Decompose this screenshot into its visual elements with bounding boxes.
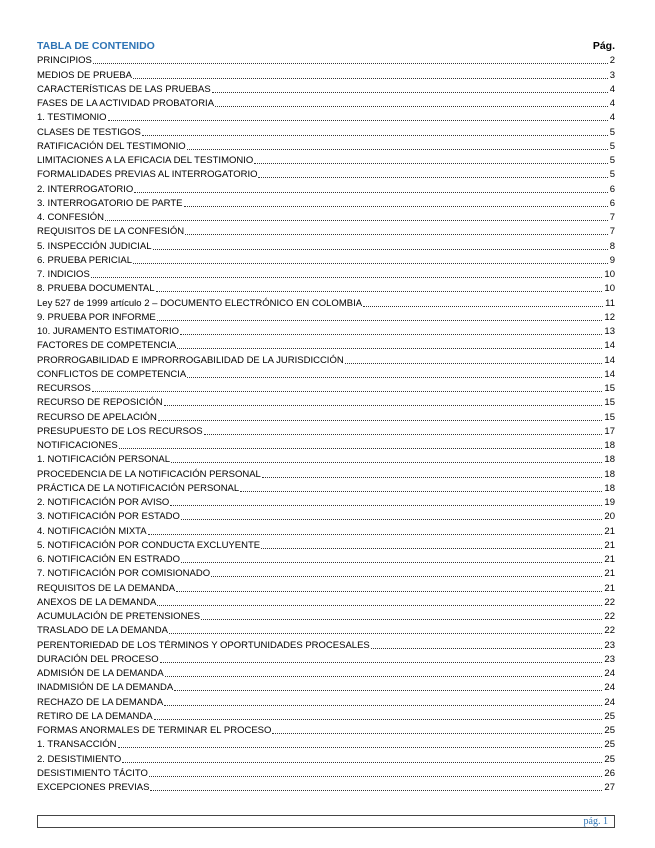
toc-entry[interactable] [37, 751, 615, 765]
toc-entry-page: 12 [604, 311, 615, 323]
toc-entry[interactable] [37, 709, 615, 723]
toc-entry-page: 6 [609, 197, 615, 209]
dot-leader [154, 719, 603, 720]
dot-leader [176, 591, 602, 592]
dot-leader [165, 676, 603, 677]
toc-entry-label: 7. NOTIFICACIÓN POR COMISIONADO [37, 568, 211, 580]
toc-entry[interactable] [37, 723, 615, 737]
toc-entry-label: FORMALIDADES PREVIAS AL INTERROGATORIO [37, 169, 258, 181]
toc-entry-label: 4. CONFESIÓN [37, 212, 105, 223]
toc-entry-page: 2 [609, 55, 615, 67]
toc-entry[interactable] [37, 281, 615, 295]
toc-entry-page: 15 [604, 383, 615, 394]
toc-entry[interactable] [37, 238, 615, 252]
dot-leader [181, 519, 603, 520]
toc-entry-label: 1. NOTIFICACIÓN PERSONAL [37, 454, 171, 466]
toc-entry-label: MEDIOS DE PRUEBA [37, 69, 133, 81]
toc-entry[interactable] [37, 167, 615, 181]
toc-entry[interactable] [37, 352, 615, 366]
toc-entry-label: PRESUPUESTO DE LOS RECURSOS [37, 425, 203, 437]
dot-leader [170, 505, 602, 506]
dot-leader [174, 690, 602, 691]
toc-entry-page: 8 [609, 240, 615, 252]
toc-entry-page: 22 [604, 596, 615, 608]
toc-entry[interactable] [37, 310, 615, 324]
toc-entry-page: 22 [604, 625, 615, 637]
toc-entry-page: 14 [604, 340, 615, 352]
toc-header [37, 39, 615, 53]
toc-entry-label: 1. TRANSACCIÓN [37, 739, 117, 751]
toc-entry[interactable] [37, 766, 615, 780]
dot-leader [156, 291, 603, 292]
toc-entry-label: CONFLICTOS DE COMPETENCIA [37, 368, 187, 380]
dot-leader [105, 220, 608, 221]
toc-entry-label: 4. NOTIFICACIÓN MIXTA [37, 525, 147, 537]
dot-leader [171, 462, 602, 463]
dot-leader [371, 648, 603, 649]
toc-entry-page: 23 [604, 653, 615, 665]
toc-entry-label: RECURSO DE REPOSICIÓN [37, 397, 163, 409]
toc-entry[interactable] [37, 637, 615, 651]
toc-entry-label: PERENTORIEDAD DE LOS TÉRMINOS Y OPORTUNIDADES PROCESALES [37, 639, 370, 651]
dot-leader [142, 135, 608, 136]
toc-entry-label: 5. INSPECCIÓN JUDICIAL [37, 240, 152, 252]
dot-leader [201, 619, 602, 620]
toc-entry[interactable] [37, 338, 615, 352]
toc-entry-page: 21 [604, 525, 615, 537]
dot-leader [122, 762, 602, 763]
dot-leader [133, 78, 608, 79]
toc-entry[interactable] [37, 481, 615, 495]
toc-entry[interactable] [37, 153, 615, 167]
toc-entry-page: 25 [604, 710, 615, 722]
toc-entry[interactable] [37, 224, 615, 238]
toc-entry-label: CLASES DE TESTIGOS [37, 126, 141, 138]
toc-entry-label: 3. NOTIFICACIÓN POR ESTADO [37, 511, 180, 523]
toc-entry[interactable] [37, 210, 615, 224]
page-number: pág. 1 [583, 816, 608, 827]
toc-entry-page: 15 [604, 397, 615, 409]
toc-entry[interactable] [37, 737, 615, 751]
toc-entry[interactable] [37, 367, 615, 381]
dot-leader [118, 747, 603, 748]
toc-entry-label: 9. PRUEBA POR INFORME [37, 311, 156, 323]
toc-entry[interactable] [37, 652, 615, 666]
toc-entry-page: 5 [609, 169, 615, 181]
toc-entry[interactable] [37, 395, 615, 409]
dot-leader [215, 106, 608, 107]
dot-leader [134, 192, 607, 193]
toc-entry-page: 5 [609, 126, 615, 138]
toc-entry[interactable] [37, 409, 615, 423]
toc-entry[interactable] [37, 580, 615, 594]
dot-leader [169, 633, 603, 634]
dot-leader [211, 576, 602, 577]
toc-entry-label: 7. INDICIOS [37, 269, 90, 280]
toc-entry[interactable] [37, 267, 615, 281]
toc-entry-page: 25 [604, 753, 615, 765]
toc-entry[interactable] [37, 96, 615, 110]
toc-entry[interactable] [37, 609, 615, 623]
dot-leader [148, 534, 603, 535]
dot-leader [91, 277, 603, 278]
toc-entry[interactable] [37, 566, 615, 580]
toc-entry-label: REQUISITOS DE LA DEMANDA [37, 582, 176, 594]
toc-entry-page: 19 [604, 497, 615, 508]
toc-entry[interactable] [37, 509, 615, 523]
toc-entry[interactable] [37, 67, 615, 81]
toc-entry-label: DESISTIMIENTO TÁCITO [37, 767, 148, 779]
toc-entry[interactable] [37, 295, 615, 309]
dot-leader [262, 477, 603, 478]
page-column-label: Pág. [592, 40, 615, 52]
toc-entry-page: 7 [609, 226, 615, 238]
dot-leader [258, 177, 607, 178]
dot-leader [158, 420, 603, 421]
toc-entry-label: PROCEDENCIA DE LA NOTIFICACIÓN PERSONAL [37, 468, 261, 480]
toc-entry-page: 7 [609, 212, 615, 223]
toc-entry-page: 26 [604, 767, 615, 779]
toc-entry[interactable] [37, 466, 615, 480]
toc-entry-page: 25 [604, 725, 615, 736]
toc-entry-label: PRINCIPIOS [37, 55, 92, 67]
toc-entry[interactable] [37, 253, 615, 267]
toc-entry-page: 14 [604, 368, 615, 380]
dot-leader [180, 334, 602, 335]
dot-leader [185, 234, 608, 235]
dot-leader [93, 63, 608, 64]
toc-entry-page: 5 [609, 140, 615, 152]
dot-leader [345, 363, 603, 364]
toc-entry-page: 18 [604, 440, 615, 451]
toc-entry-page: 21 [604, 539, 615, 551]
toc-entry-page: 4 [609, 98, 615, 109]
dot-leader [164, 405, 603, 406]
dot-leader [261, 548, 602, 549]
dot-leader [153, 249, 608, 250]
toc-entry-page: 4 [609, 112, 615, 124]
toc-entry-label: FACTORES DE COMPETENCIA [37, 340, 177, 352]
toc-entry[interactable] [37, 424, 615, 438]
page-footer [37, 815, 615, 828]
toc-entry-label: 2. DESISTIMIENTO [37, 753, 122, 765]
toc-entry[interactable] [37, 82, 615, 96]
toc-entry[interactable] [37, 196, 615, 210]
toc-entry-page: 10 [604, 283, 615, 295]
dot-leader [204, 434, 603, 435]
toc-entry-label: INADMISIÓN DE LA DEMANDA [37, 682, 174, 694]
dot-leader [272, 733, 602, 734]
toc-entry-label: ADMISIÓN DE LA DEMANDA [37, 668, 164, 679]
toc-entry-label: 8. PRUEBA DOCUMENTAL [37, 283, 155, 295]
toc-entry-label: NOTIFICACIONES [37, 440, 118, 451]
toc-entry-page: 20 [604, 511, 615, 523]
toc-entry-page: 14 [604, 354, 615, 366]
toc-entry-label: 3. INTERROGATORIO DE PARTE [37, 197, 183, 209]
toc-entry-label: RECHAZO DE LA DEMANDA [37, 696, 164, 708]
toc-entry-label: 6. NOTIFICACIÓN EN ESTRADO [37, 554, 181, 565]
toc-entry-page: 10 [604, 269, 615, 280]
toc-entry-label: REQUISITOS DE LA CONFESIÓN [37, 226, 185, 238]
dot-leader [150, 790, 602, 791]
dot-leader [157, 320, 603, 321]
dot-leader [212, 92, 608, 93]
toc-entry[interactable] [37, 552, 615, 566]
toc-entry-page: 9 [609, 254, 615, 266]
dot-leader [92, 391, 603, 392]
toc-entry-page: 21 [604, 568, 615, 580]
dot-leader [254, 163, 607, 164]
toc-entry-label: RATIFICACIÓN DEL TESTIMONIO [37, 140, 186, 152]
toc-entry-page: 6 [609, 183, 615, 195]
toc-entry[interactable] [37, 623, 615, 637]
dot-leader [133, 263, 608, 264]
toc-entry-label: TRASLADO DE LA DEMANDA [37, 625, 168, 637]
toc-entry-page: 21 [604, 554, 615, 565]
toc-entry-page: 18 [604, 482, 615, 494]
toc-entry[interactable] [37, 780, 615, 794]
toc-entry-page: 4 [609, 83, 615, 95]
toc-entry-label: CARACTERÍSTICAS DE LAS PRUEBAS [37, 83, 211, 95]
toc-entry-label: 1. TESTIMONIO [37, 112, 107, 124]
toc-entry[interactable] [37, 124, 615, 138]
dot-leader [160, 662, 603, 663]
toc-entry-label: RECURSO DE APELACIÓN [37, 411, 157, 423]
toc-entry-label: FASES DE LA ACTIVIDAD PROBATORIA [37, 98, 215, 109]
toc-entry-page: 15 [604, 411, 615, 423]
table-of-contents [37, 53, 615, 794]
toc-entry[interactable] [37, 680, 615, 694]
dot-leader [184, 206, 608, 207]
dot-leader [149, 776, 603, 777]
toc-entry-page: 5 [609, 155, 615, 166]
toc-entry[interactable] [37, 324, 615, 338]
toc-entry[interactable] [37, 666, 615, 680]
toc-entry-label: FORMAS ANORMALES DE TERMINAR EL PROCESO [37, 725, 272, 736]
dot-leader [187, 377, 602, 378]
toc-entry[interactable] [37, 452, 615, 466]
toc-entry-label: PRÁCTICA DE LA NOTIFICACIÓN PERSONAL [37, 482, 240, 494]
dot-leader [177, 348, 602, 349]
dot-leader [108, 120, 608, 121]
toc-entry-page: 3 [609, 69, 615, 81]
toc-entry-label: LIMITACIONES A LA EFICACIA DEL TESTIMONIO [37, 155, 254, 166]
toc-entry-label: Ley 527 de 1999 artículo 2 – DOCUMENTO ELECTRÓNICO EN COLOMBIA [37, 297, 363, 309]
toc-entry-label: 5. NOTIFICACIÓN POR CONDUCTA EXCLUYENTE [37, 539, 261, 551]
toc-entry-page: 24 [604, 668, 615, 679]
toc-entry-page: 18 [604, 468, 615, 480]
toc-entry-label: ACUMULACIÓN DE PRETENSIONES [37, 611, 201, 622]
dot-leader [187, 149, 608, 150]
toc-entry[interactable] [37, 139, 615, 153]
toc-entry-page: 13 [604, 326, 615, 337]
toc-entry-page: 17 [604, 425, 615, 437]
toc-entry-page: 21 [604, 582, 615, 594]
toc-entry[interactable] [37, 694, 615, 708]
dot-leader [363, 306, 603, 307]
toc-entry-label: EXCEPCIONES PREVIAS [37, 782, 150, 793]
dot-leader [157, 605, 602, 606]
toc-title: TABLA DE CONTENIDO [37, 40, 155, 52]
toc-entry-page: 27 [604, 782, 615, 793]
toc-entry-page: 11 [605, 297, 615, 309]
toc-entry[interactable] [37, 53, 615, 67]
toc-entry-label: ANEXOS DE LA DEMANDA [37, 596, 157, 608]
toc-entry-label: PRORROGABILIDAD E IMPRORROGABILIDAD DE LA JURISDICCIÓN [37, 354, 344, 366]
toc-entry-page: 24 [604, 696, 615, 708]
toc-entry[interactable] [37, 438, 615, 452]
toc-entry[interactable] [37, 523, 615, 537]
dot-leader [240, 491, 602, 492]
toc-entry[interactable] [37, 110, 615, 124]
toc-entry-page: 22 [604, 611, 615, 622]
dot-leader [164, 705, 602, 706]
toc-entry-page: 25 [604, 739, 615, 751]
toc-entry-label: 2. NOTIFICACIÓN POR AVISO [37, 497, 170, 508]
toc-entry[interactable] [37, 381, 615, 395]
dot-leader [119, 448, 603, 449]
toc-entry-page: 23 [604, 639, 615, 651]
toc-entry-page: 18 [604, 454, 615, 466]
toc-entry-label: 10. JURAMENTO ESTIMATORIO [37, 326, 179, 337]
toc-entry[interactable] [37, 538, 615, 552]
toc-entry[interactable] [37, 181, 615, 195]
toc-entry[interactable] [37, 595, 615, 609]
toc-entry-page: 24 [604, 682, 615, 694]
toc-entry[interactable] [37, 495, 615, 509]
toc-entry-label: RETIRO DE LA DEMANDA [37, 710, 153, 722]
toc-entry-label: RECURSOS [37, 383, 91, 394]
toc-entry-label: DURACIÓN DEL PROCESO [37, 653, 159, 665]
dot-leader [181, 562, 602, 563]
toc-entry-label: 2. INTERROGATORIO [37, 183, 134, 195]
toc-entry-label: 6. PRUEBA PERICIAL [37, 254, 133, 266]
